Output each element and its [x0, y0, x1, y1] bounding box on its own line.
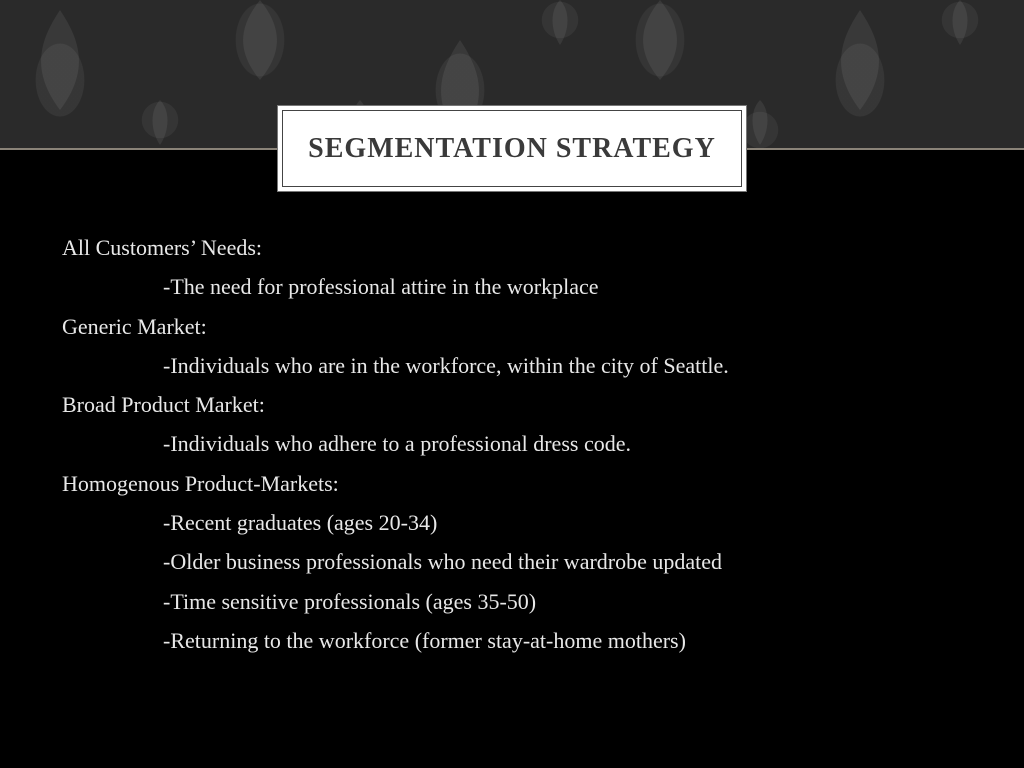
body-line: Homogenous Product-Markets:: [62, 470, 339, 496]
body-line: -Time sensitive professionals (ages 35-50): [163, 588, 537, 614]
body-line: Broad Product Market:: [62, 392, 265, 418]
slide-body: [62, 228, 992, 660]
slide-title: SEGMENTATION STRATEGY: [308, 132, 716, 164]
body-line: -Individuals who are in the workforce, within the city of Seattle.: [163, 352, 729, 378]
title-frame-inner: [282, 110, 742, 187]
body-line: Generic Market:: [62, 313, 207, 339]
body-line: -The need for professional attire in the workplace: [163, 274, 599, 300]
body-line: -Recent graduates (ages 20-34): [163, 510, 438, 536]
body-line: -Older business professionals who need their wardrobe updated: [163, 549, 723, 575]
body-line: All Customers’ Needs:: [62, 235, 263, 260]
body-line: -Returning to the workforce (former stay-at-home mothers): [163, 627, 686, 653]
title-frame: [277, 105, 747, 192]
body-line: -Individuals who adhere to a professional dress code.: [163, 431, 631, 457]
